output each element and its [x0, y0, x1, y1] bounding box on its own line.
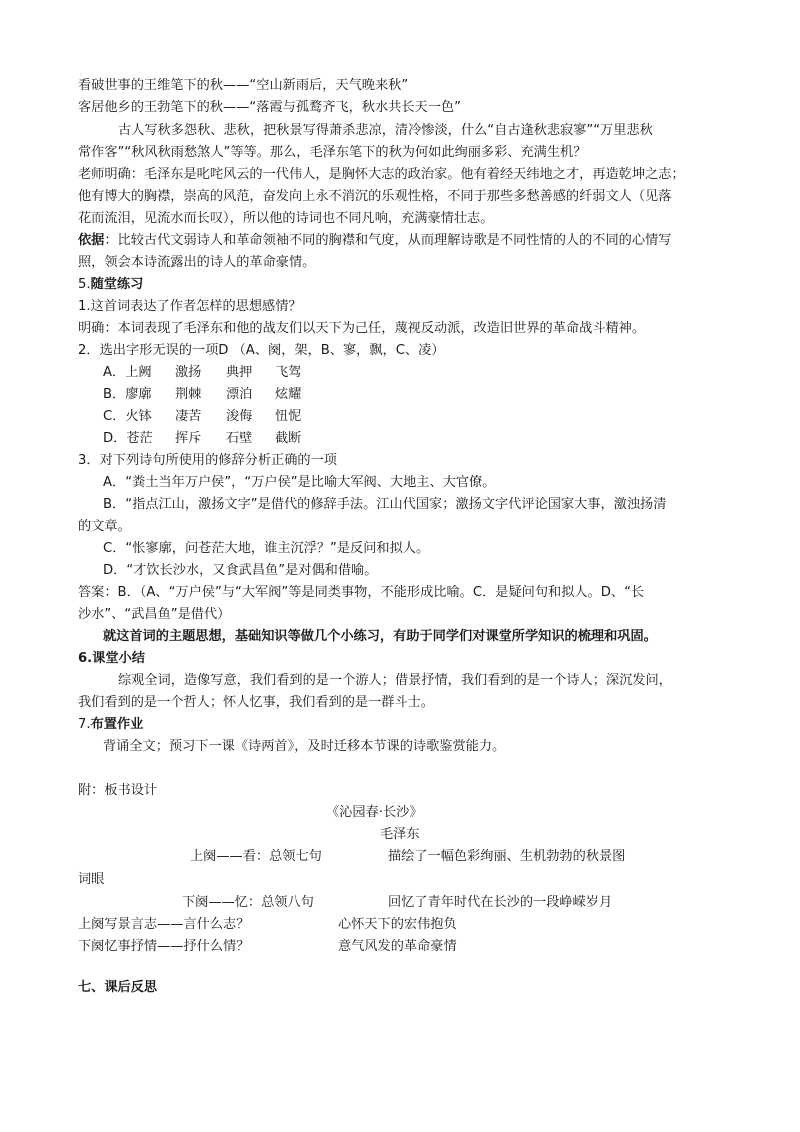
- option-word: 荆棘: [175, 387, 202, 402]
- option-line: B．“指点江山，激扬文字”是借代的修辞手法。江山代国家；激扬文字代评论国家大事，激浊扬清: [103, 497, 667, 512]
- board-upper-key: 上阕——看：总领七句: [190, 849, 322, 864]
- option-line: 的文章。: [78, 519, 131, 534]
- paragraph-line: 古人写秋多怨秋、悲秋，把秋景写得萧杀悲凉，清冷惨淡，什么“自古逢秋悲寂寥”“万里悲秋: [118, 123, 653, 138]
- paragraph-line: 常作客”“秋风秋雨愁煞人”等等。那么，毛泽东笔下的秋为何如此绚丽多彩、充满生机？: [78, 145, 587, 160]
- option-row: A．上阙: [103, 365, 152, 380]
- option-line: D．“才饮长沙水，又食武昌鱼”是对偶和借喻。: [103, 563, 378, 578]
- board-upper-desc: 描绘了一幅色彩绚丽、生机勃勃的秋景图: [388, 849, 626, 864]
- board-question: 上阕写景言志——言什么志？: [78, 917, 250, 932]
- paragraph-line: 照，领会本诗流露出的诗人的革命豪情。: [78, 255, 316, 270]
- question-line: 1.这首词表达了作者怎样的思想感情？: [78, 299, 302, 314]
- option-line: A．“粪土当年万户侯”，“万户侯”是比喻大军阀、大地主、大官僚。: [103, 475, 496, 490]
- basis-line: [78, 231, 671, 251]
- board-author: 毛泽东: [380, 827, 420, 842]
- paragraph-line: 花而流泪，见流水而长叹），所以他的诗词也不同凡响，充满豪情壮志。: [78, 211, 494, 226]
- option-row: B．廖廓: [103, 387, 152, 402]
- option-word: 激扬: [175, 365, 202, 380]
- paragraph-line: 他有博大的胸襟，崇高的风范，奋发向上永不消沉的乐观性格，不同于那些多愁善感的纤弱文人（见落: [78, 189, 672, 204]
- board-question: 下阕忆事抒情——抒什么情？: [78, 939, 250, 954]
- option-word: 凄苦: [175, 409, 202, 424]
- section-heading: 6.课堂小结: [78, 651, 145, 666]
- section-heading: 七、课后反思: [78, 980, 158, 995]
- board-eye: 词眼: [78, 872, 105, 887]
- option-word: 典押: [226, 365, 253, 380]
- option-word: 炫耀: [275, 387, 302, 402]
- option-word: 石壁: [226, 431, 253, 446]
- option-line: C．“怅寥廓，问苍茫大地，谁主沉浮？”是反问和拟人。: [103, 541, 430, 556]
- basis-text: ：比较古代文弱诗人和革命领袖不同的胸襟和气度，从而理解诗歌是不同性情的人的不同的心情写: [104, 233, 672, 248]
- appendix-label: 附：板书设计: [78, 783, 158, 798]
- option-word: 忸怩: [275, 409, 302, 424]
- text-line: 看破世事的王维笔下的秋——“空山新雨后，天气晚来秋”: [78, 78, 409, 93]
- paragraph-line: 老师明确：毛泽东是叱咤风云的一代伟人，是胸怀大志的政治家。他有着经天纬地之才，再造乾坤之志；: [78, 167, 685, 182]
- basis-label: 依据: [78, 233, 105, 248]
- section-heading: 5.随堂练习: [78, 277, 144, 292]
- option-word: 飞驾: [275, 365, 302, 380]
- text-line: 客居他乡的王勃笔下的秋——“落霞与孤鹜齐飞，秋水共长天一色”: [78, 100, 461, 115]
- board-title: 《沁园春·长沙》: [326, 805, 423, 820]
- paragraph-line: 背诵全文；预习下一课《诗两首》，及时迁移本节课的诗歌鉴赏能力。: [103, 739, 506, 754]
- board-lower-key: 下阕——忆：总领八句: [182, 895, 314, 910]
- answer-line: 明确：本词表现了毛泽东和他的战友们以天下为己任，蔑视反动派，改造旧世界的革命战斗精神。: [78, 321, 646, 336]
- bold-summary: 就这首词的主题思想，基础知识等做几个小练习，有助于同学们对课堂所学知识的梳理和巩固。: [103, 629, 657, 644]
- answer-line: 答案：B．（A、“万户侯”与“大军阀”等是同类事物，不能形成比喻。C．是疑问句和拟人。D、“长: [78, 585, 645, 600]
- option-word: 浚侮: [226, 409, 253, 424]
- option-word: 挥斥: [175, 431, 202, 446]
- question-line: 2．选出字形无误的一项D （A、阕，架，B、寥，飘，C、凌）: [78, 343, 445, 358]
- option-word: 漂泊: [226, 387, 253, 402]
- paragraph-line: 我们看到的是一个哲人；怀人忆事，我们看到的是一群斗士。: [78, 695, 435, 710]
- board-lower-desc: 回忆了青年时代在长沙的一段峥嵘岁月: [388, 895, 613, 910]
- answer-line: 沙水”、“武昌鱼”是借代）: [78, 607, 231, 622]
- option-word: 截断: [275, 431, 302, 446]
- section-heading: 7.布置作业: [78, 717, 144, 732]
- option-row: C．火钵: [103, 409, 152, 424]
- option-row: D．苍茫: [103, 431, 153, 446]
- paragraph-line: 综观全词，造像写意，我们看到的是一个游人；借景抒情，我们看到的是一个诗人；深沉发问，: [118, 673, 672, 688]
- board-answer: 意气风发的革命豪情: [338, 939, 457, 954]
- board-answer: 心怀天下的宏伟抱负: [338, 917, 457, 932]
- question-line: 3．对下列诗句所使用的修辞分析正确的一项: [78, 453, 337, 468]
